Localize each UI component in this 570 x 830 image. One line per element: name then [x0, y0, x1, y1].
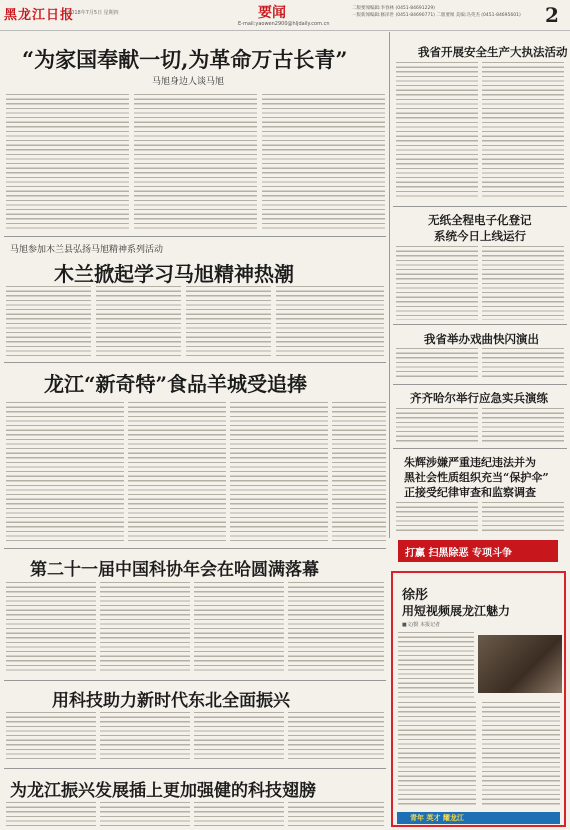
article-body — [194, 582, 284, 674]
article-body — [6, 712, 96, 762]
article-body — [396, 502, 478, 532]
article-body — [262, 94, 385, 232]
divider — [4, 362, 386, 363]
headline-zhu-hui-3: 正接受纪律审查和监察调查 — [404, 486, 536, 499]
article-body — [194, 712, 284, 762]
headline-safety-enforcement: 我省开展安全生产大执法活动 — [418, 45, 568, 59]
article-body — [134, 94, 257, 232]
article-body — [6, 402, 124, 542]
article-body — [6, 94, 129, 232]
article-body — [6, 582, 96, 674]
article-body — [396, 246, 478, 320]
headline-tech-wings: 为龙江振兴发展插上更加强健的科技翅膀 — [10, 781, 316, 801]
article-body — [6, 802, 96, 828]
divider — [4, 236, 386, 237]
profile-headline: 用短视频展龙江魅力 — [402, 604, 511, 618]
article-body — [396, 348, 478, 380]
profile-photo — [478, 635, 562, 693]
article-body — [100, 802, 190, 828]
contact-line: 二版要闻编辑:李春林 (0451-84691229) — [352, 6, 435, 11]
section-title: 要闻 — [258, 5, 286, 21]
article-body — [100, 712, 190, 762]
article-body — [100, 582, 190, 674]
headline-tech-revitalize: 用科技助力新时代东北全面振兴 — [52, 691, 290, 711]
divider — [393, 448, 567, 449]
divider — [393, 324, 567, 325]
headline-qiqihar-drill: 齐齐哈尔举行应急实兵演练 — [410, 391, 548, 405]
headline-ma-xu-devotion: “为家国奉献一切,为革命万古长青” — [22, 47, 348, 72]
article-body — [482, 348, 564, 380]
article-body — [96, 286, 181, 356]
divider — [4, 680, 386, 681]
divider — [4, 548, 386, 549]
headline-cast-congress: 第二十一届中国科协年会在哈圆满落幕 — [30, 560, 319, 580]
article-body — [194, 802, 284, 828]
article-body — [332, 402, 386, 542]
article-body — [482, 702, 560, 808]
kicker-mulan: 马旭参加木兰县弘扬马旭精神系列活动 — [10, 245, 164, 255]
divider — [393, 384, 567, 385]
column-divider — [389, 32, 390, 538]
headline-novel-foods: 龙江“新奇特”食品羊城受追捧 — [44, 372, 308, 396]
headline-e-registration-1: 无纸全程电子化登记 — [428, 213, 532, 227]
article-body — [398, 702, 476, 808]
contact-line: 一版新闻编辑:修泽世 (0451-84690771) 二版要闻 美编:冯英杰 (0451-84695601) — [352, 13, 521, 18]
article-body — [482, 502, 564, 532]
divider — [393, 206, 567, 207]
article-body — [482, 408, 564, 444]
divider — [4, 768, 386, 769]
article-body — [288, 582, 384, 674]
paper-name: 黑龙江日报 — [4, 8, 75, 23]
article-body — [276, 286, 384, 356]
page-number: 2 — [545, 3, 559, 27]
editor-contacts — [352, 5, 532, 19]
profile-byline: ■文/摄 本报记者 — [402, 622, 440, 628]
article-body — [128, 402, 226, 542]
anti-crime-banner-text: 打赢 扫黑除恶 专项斗争 — [405, 548, 512, 559]
article-body — [482, 246, 564, 320]
article-body — [482, 62, 564, 200]
article-body — [398, 632, 474, 698]
article-body — [288, 712, 384, 762]
article-body — [288, 802, 384, 828]
article-body — [186, 286, 271, 356]
article-body — [396, 62, 478, 200]
headline-zhu-hui-2: 黑社会性质组织充当“保护伞” — [404, 471, 549, 484]
subheadline-ma-xu: 马旭身边人谈马旭 — [152, 77, 225, 87]
section-email: E-mail:yaowen2900@hljdaily.com.cn — [238, 21, 330, 27]
headline-mulan: 木兰掀起学习马旭精神热潮 — [54, 262, 294, 286]
article-body — [230, 402, 328, 542]
headline-e-registration-2: 系统今日上线运行 — [434, 229, 526, 243]
issue-date: 2018年7月5日 星期四 — [68, 10, 119, 16]
profile-name: 徐彤 — [402, 588, 429, 603]
headline-opera-flashmob: 我省举办戏曲快闪演出 — [424, 332, 539, 346]
youth-talent-banner-text: 青年 英才 耀龙江 — [410, 814, 464, 822]
article-body — [396, 408, 478, 444]
article-body — [6, 286, 91, 356]
headline-zhu-hui-1: 朱辉涉嫌严重违纪违法并为 — [404, 456, 536, 469]
